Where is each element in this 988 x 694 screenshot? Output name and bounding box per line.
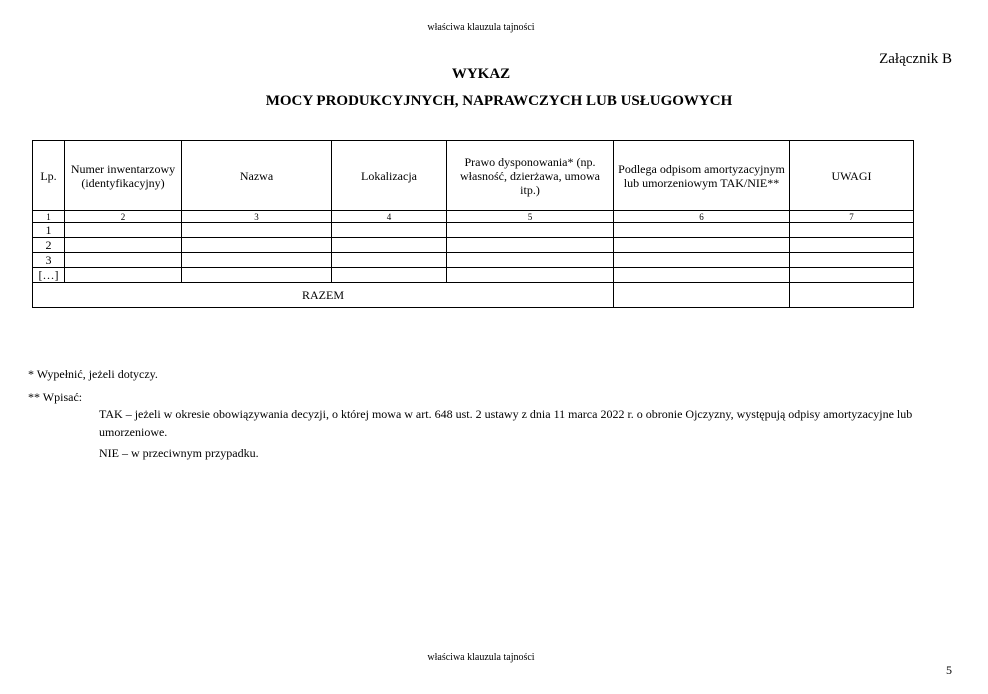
page-subtitle: MOCY PRODUKCYJNYCH, NAPRAWCZYCH LUB USŁUGOWYCH — [265, 93, 733, 109]
footnote-nie-explanation: NIE – w przeciwnym przypadku. — [99, 446, 259, 460]
table-cell[interactable] — [790, 268, 914, 283]
page-number: 5 — [946, 663, 952, 677]
total-depreciation-cell[interactable] — [614, 283, 790, 308]
capacity-table — [32, 140, 914, 308]
footnote-double-asterisk: ** Wpisać: — [28, 390, 83, 404]
footnote-single-asterisk: * Wypełnić, jeżeli dotyczy. — [28, 367, 158, 381]
table-cell[interactable] — [182, 268, 332, 283]
col-header-disposal-right: Prawo dysponowania* (np. własność, dzierżawa, umowa itp.) — [447, 141, 614, 211]
row-number: […] — [33, 268, 65, 283]
table-row — [33, 223, 914, 238]
classification-header: właściwa klauzula tajności — [427, 22, 535, 33]
column-number: 2 — [65, 211, 182, 223]
footnote-tak-explanation: TAK – jeżeli w okresie obowiązywania decyzji, o której mowa w art. 648 ust. 2 ustawy z dnia 11 marca 2022 r. o obronie Ojczyzny, występują odpisy amortyzacyjne lub umorzeniowe. — [99, 407, 913, 439]
table-cell[interactable] — [332, 268, 447, 283]
table-cell[interactable] — [65, 253, 182, 268]
page-title: WYKAZ — [451, 66, 511, 82]
column-number: 3 — [182, 211, 332, 223]
table-cell[interactable] — [447, 238, 614, 253]
table-cell[interactable] — [447, 253, 614, 268]
column-number: 7 — [790, 211, 914, 223]
column-number: 1 — [33, 211, 65, 223]
col-header-name: Nazwa — [182, 141, 332, 211]
table-cell[interactable] — [65, 268, 182, 283]
table-cell[interactable] — [182, 253, 332, 268]
column-number: 6 — [614, 211, 790, 223]
row-number: 3 — [33, 253, 65, 268]
column-number: 5 — [447, 211, 614, 223]
table-cell[interactable] — [614, 268, 790, 283]
table-cell[interactable] — [332, 238, 447, 253]
table-row — [33, 253, 914, 268]
table-cell[interactable] — [447, 223, 614, 238]
column-number-row — [33, 211, 914, 223]
table-row — [33, 268, 914, 283]
table-cell[interactable] — [332, 253, 447, 268]
table-cell[interactable] — [790, 238, 914, 253]
table-cell[interactable] — [790, 223, 914, 238]
row-number: 1 — [33, 223, 65, 238]
table-cell[interactable] — [182, 223, 332, 238]
table-cell[interactable] — [332, 223, 447, 238]
table-header-row — [33, 141, 914, 211]
table-cell[interactable] — [182, 238, 332, 253]
total-row — [33, 283, 914, 308]
table-cell[interactable] — [614, 253, 790, 268]
table-cell[interactable] — [65, 238, 182, 253]
total-remarks-cell[interactable] — [790, 283, 914, 308]
column-number: 4 — [332, 211, 447, 223]
table-cell[interactable] — [447, 268, 614, 283]
table-cell[interactable] — [790, 253, 914, 268]
col-header-inventory-number: Numer inwentarzowy (identyfikacyjny) — [65, 141, 182, 211]
row-number: 2 — [33, 238, 65, 253]
classification-footer: właściwa klauzula tajności — [427, 652, 535, 663]
col-header-location: Lokalizacja — [332, 141, 447, 211]
table-cell[interactable] — [65, 223, 182, 238]
table-cell[interactable] — [614, 238, 790, 253]
col-header-lp: Lp. — [33, 141, 65, 211]
table-cell[interactable] — [614, 223, 790, 238]
col-header-remarks: UWAGI — [790, 141, 914, 211]
annex-label: Załącznik B — [879, 51, 952, 67]
col-header-depreciation: Podlega odpisom amortyzacyjnym lub umorzeniowym TAK/NIE** — [614, 141, 790, 211]
total-label: RAZEM — [33, 283, 614, 308]
table-row — [33, 238, 914, 253]
